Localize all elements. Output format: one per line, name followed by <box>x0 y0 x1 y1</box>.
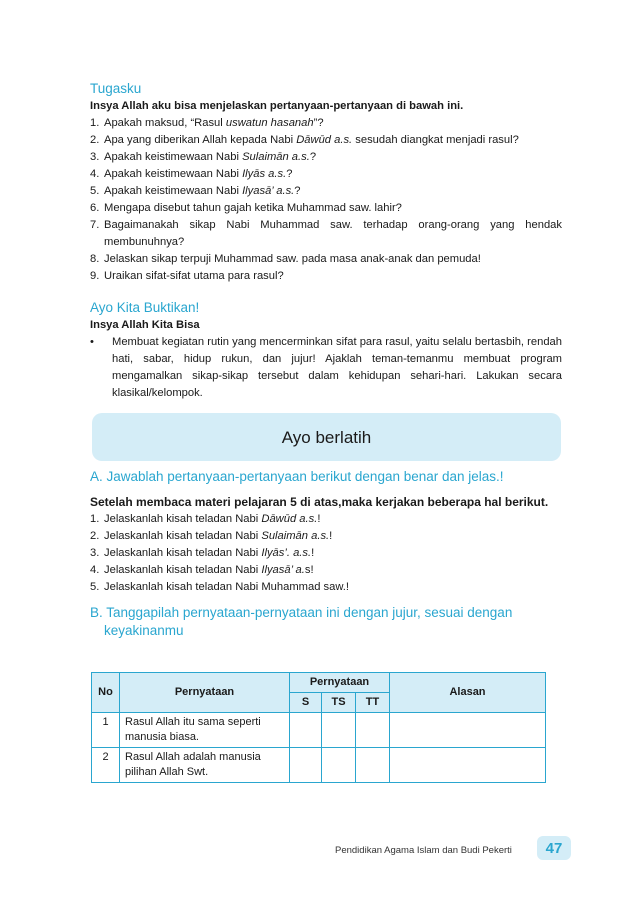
table-row <box>92 713 546 748</box>
section-a-list <box>90 511 562 596</box>
buktikan-bullet-item <box>90 334 562 402</box>
reason-cell[interactable] <box>390 713 546 748</box>
answer-tt-cell[interactable] <box>356 713 390 748</box>
header-no: No <box>92 673 120 713</box>
reason-cell[interactable] <box>390 748 546 783</box>
answer-tt-cell[interactable] <box>356 748 390 783</box>
answer-ts-cell[interactable] <box>322 748 356 783</box>
list-item: 3. Apakah keistimewaan Nabi Sulaimān a.s.? <box>90 151 317 163</box>
buktikan-subtitle: Insya Allah Kita Bisa <box>90 319 200 331</box>
table-header-row <box>92 673 546 693</box>
header-statement: Pernyataan <box>120 673 290 713</box>
tugasku-intro: Insya Allah aku bisa menjelaskan pertanyaan-pertanyaan di bawah ini. <box>90 100 464 112</box>
list-item: 5. Jelaskanlah kisah teladan Nabi Muhammad saw.! <box>90 581 350 593</box>
buktikan-text: Membuat kegiatan rutin yang mencerminkan sifat para rasul, yaitu selalu bertasbih, rendah hati, sabar, hidup rukun, dan jujur! Ajaklah teman-temanmu membuat program mengamalkan sikap-sikap tersebut dalam kehidupan sehari-hari. Lakukan secara klasikal/kelompok. <box>112 336 562 399</box>
list-item: 5. Apakah keistimewaan Nabi Ilyasā’ a.s.? <box>90 185 301 197</box>
footer-book-title: Pendidikan Agama Islam dan Budi Pekerti <box>335 845 512 856</box>
answer-s-cell[interactable] <box>290 713 322 748</box>
section-a-title: A. Jawablah pertanyaan-pertanyaan berikut dengan benar dan jelas.! <box>90 469 504 484</box>
page-content <box>90 80 562 402</box>
section-a <box>90 468 562 640</box>
list-item: 2. Jelaskanlah kisah teladan Nabi Sulaimān a.s.! <box>90 530 333 542</box>
header-ts: TS <box>322 693 356 713</box>
list-item: 3. Jelaskanlah kisah teladan Nabi Ilyās’. a.s.! <box>90 547 315 559</box>
banner-title: Ayo berlatih <box>281 427 372 447</box>
list-item: 7. Bagaimanakah sikap Nabi Muhammad saw. terhadap orang-orang yang hendak membunuhnya? <box>90 219 562 248</box>
section-b-title: B. Tanggapilah pernyataan-pernyataan ini dengan jujur, sesuai dengan keyakinanmu <box>90 605 513 638</box>
ayo-berlatih-banner <box>92 413 561 461</box>
buktikan-title: Ayo Kita Buktikan! <box>90 300 200 315</box>
list-item: 6. Mengapa disebut tahun gajah ketika Muhammad saw. lahir? <box>90 202 402 214</box>
list-item: 1. Jelaskanlah kisah teladan Nabi Dāwūd a.s.! <box>90 513 321 525</box>
tugasku-title: Tugasku <box>90 81 142 96</box>
statement-table <box>91 672 546 783</box>
page-number: 47 <box>537 836 571 860</box>
answer-s-cell[interactable] <box>290 748 322 783</box>
header-reason: Alasan <box>390 673 546 713</box>
row-statement: Rasul Allah itu sama seperti manusia biasa. <box>120 713 290 748</box>
header-s: S <box>290 693 322 713</box>
header-statement-group: Pernyataan <box>290 673 390 693</box>
list-item: 4. Jelaskanlah kisah teladan Nabi Ilyasā’ a.s! <box>90 564 314 576</box>
header-tt: TT <box>356 693 390 713</box>
table-row <box>92 748 546 783</box>
list-item: 9. Uraikan sifat-sifat utama para rasul? <box>90 270 284 282</box>
list-item: 1. Apakah maksud, “Rasul uswatun hasanah”? <box>90 117 324 129</box>
answer-ts-cell[interactable] <box>322 713 356 748</box>
tugasku-question-list <box>90 115 562 285</box>
list-item: 4. Apakah keistimewaan Nabi Ilyās a.s.? <box>90 168 293 180</box>
section-a-intro: Setelah membaca materi pelajaran 5 di atas,maka kerjakan beberapa hal berikut. <box>90 495 549 509</box>
row-statement: Rasul Allah adalah manusia pilihan Allah Swt. <box>120 748 290 783</box>
list-item: 8. Jelaskan sikap terpuji Muhammad saw. pada masa anak-anak dan pemuda! <box>90 253 481 265</box>
list-item: 2. Apa yang diberikan Allah kepada Nabi Dāwūd a.s. sesudah diangkat menjadi rasul? <box>90 134 519 146</box>
row-number: 2 <box>92 748 120 783</box>
row-number: 1 <box>92 713 120 748</box>
bullet-icon: • <box>90 336 94 348</box>
